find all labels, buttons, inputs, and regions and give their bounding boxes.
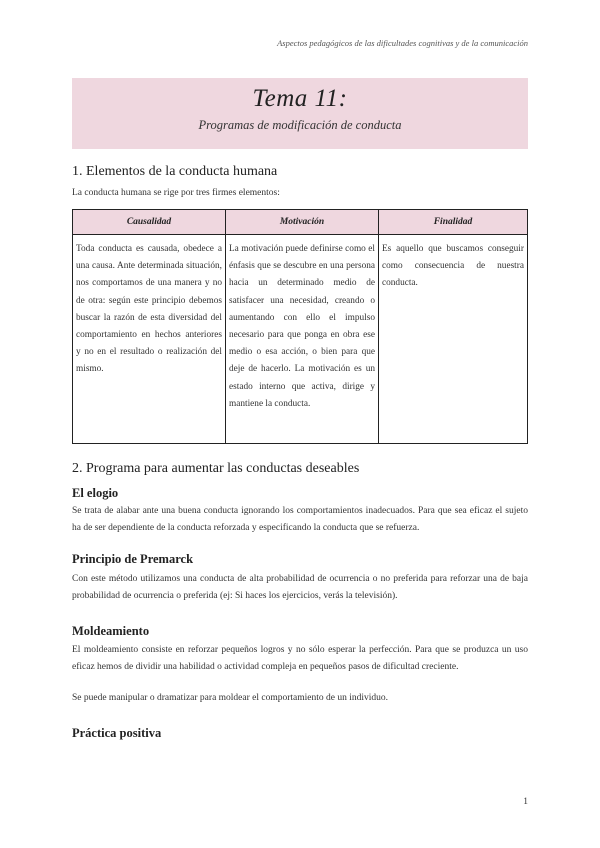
header-motivacion: Motivación xyxy=(226,210,379,235)
moldeamiento-text: El moldeamiento consiste en reforzar pequeños logros y no sólo esperar la perfección. Para que se produzca un uso eficaz hemos de dividir una habilidad o actividad compleja en pequeños pasos de dificultad creciente. xyxy=(72,645,528,672)
section1-intro: La conducta humana se rige por tres firmes elementos: xyxy=(72,188,280,198)
cell-motivacion: La motivación puede definirse como el énfasis que se descubre en una persona hacia un determinado medio de satisfacer una necesidad, creando o aumentando con ello el impulso necesario para que ponga en obra ese medio o esa acción, o bien para que deje de hacerlo. La motivación es un estado interno que activa, dirige y mantiene la conducta. xyxy=(226,235,379,444)
title-banner xyxy=(72,78,528,149)
section1-heading: 1. Elementos de la conducta humana xyxy=(72,164,278,179)
cell-finalidad: Es aquello que buscamos conseguir como consecuencia de nuestra conducta. xyxy=(379,235,528,444)
running-header: Aspectos pedagógicos de las dificultades cognitivas y de la comunicación xyxy=(277,38,528,48)
practica-title: Práctica positiva xyxy=(72,726,162,740)
elogio-text: Se trata de alabar ante una buena conducta ignorando los comportamientos inadecuados. Para que sea eficaz el sujeto ha de ser dependiente de la conducta reforzada y especificando la conducta que se refuerza. xyxy=(72,506,528,533)
premarck-title: Principio de Premarck xyxy=(72,552,194,566)
moldeamiento-title: Moldeamiento xyxy=(72,624,150,638)
table-header-row xyxy=(73,210,528,235)
page-number: 1 xyxy=(523,797,528,807)
elements-table xyxy=(72,209,528,444)
premarck-text: Con este método utilizamos una conducta de alta probabilidad de ocurrencia o no preferida para reforzar una de baja probabilidad de ocurrencia o preferida (ej: Si haces los ejercicios, verás la televisión). xyxy=(72,574,528,601)
moldeamiento-text2: Se puede manipular o dramatizar para moldear el comportamiento de un individuo. xyxy=(72,693,389,703)
chapter-subtitle: Programas de modificación de conducta xyxy=(198,118,402,132)
chapter-title: Tema 11: xyxy=(252,85,348,112)
header-finalidad: Finalidad xyxy=(379,210,528,235)
table-row xyxy=(73,235,528,444)
section2-heading: 2. Programa para aumentar las conductas deseables xyxy=(72,461,360,476)
elogio-title: El elogio xyxy=(72,486,119,500)
header-causalidad: Causalidad xyxy=(73,210,226,235)
cell-causalidad: Toda conducta es causada, obedece a una causa. Ante determinada situación, nos comportamos de una manera y no de otra: según este principio debemos buscar la razón de esta diversidad del comportamiento en hechos anteriores y no en el resultado o realización del mismo. xyxy=(73,235,226,444)
